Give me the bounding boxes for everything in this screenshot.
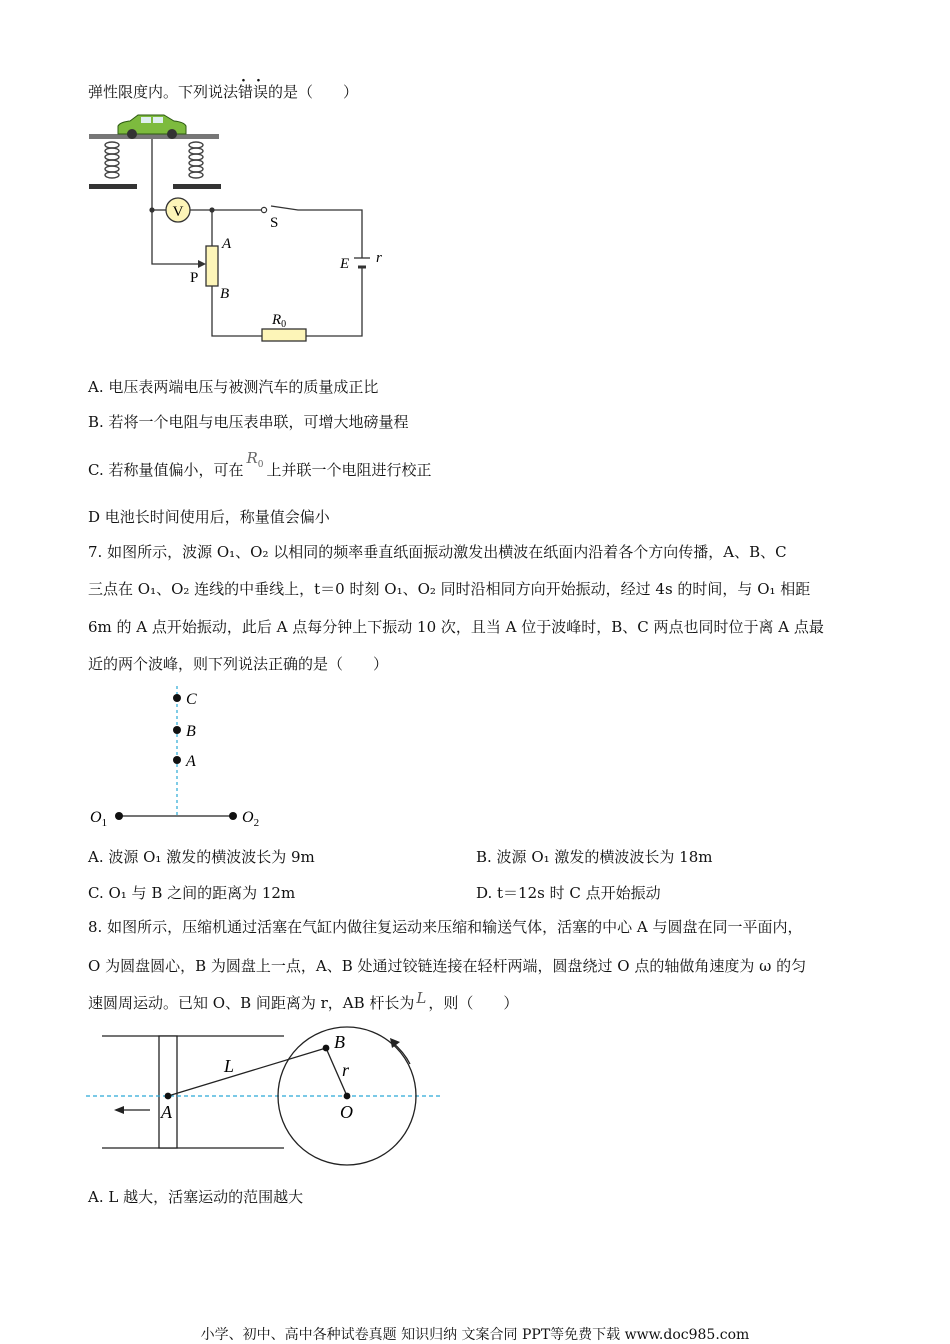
- end-b-label: B: [220, 286, 230, 302]
- q8-stem-line-3: 速圆周运动。已知 O、B 间距离为 r，AB 杆长为 L ，则（ ）: [88, 989, 519, 1012]
- left-arrow-icon: [114, 1106, 150, 1114]
- piston: [159, 1036, 177, 1148]
- switch-label: S: [270, 215, 279, 231]
- q7-option-c: C. O₁ 与 B 之间的距离为 12m: [88, 884, 296, 902]
- left-spring: [105, 142, 119, 178]
- q7-option-d: D. t＝12s 时 C 点开始振动: [476, 884, 661, 902]
- point-a: [173, 756, 181, 764]
- hinge-b: [323, 1045, 330, 1052]
- slider-label: P: [190, 270, 199, 286]
- label-o1: $O_1$: [90, 809, 108, 829]
- q8-stem-line-2: O 为圆盘圆心，B 为圆盘上一点，A、B 处通过铰链连接在轻杆两端，圆盘绕过 O 点的轴做角速度为 ω 的匀: [88, 957, 807, 975]
- q7-option-b: B. 波源 O₁ 激发的横波波长为 18m: [476, 848, 713, 866]
- center-o: [344, 1093, 351, 1100]
- emf-label: E: [340, 256, 350, 272]
- rheostat: [206, 246, 218, 286]
- q7-stem-line-2: 三点在 O₁、O₂ 连线的中垂线上，t＝0 时刻 O₁、O₂ 同时沿相同方向开始振动，经过 4s 的时间，与 O₁ 相距: [88, 580, 811, 598]
- q8-option-a: A. L 越大，活塞运动的范围越大: [88, 1188, 304, 1206]
- q6-option-a: A. 电压表两端电压与被测汽车的质量成正比: [88, 378, 379, 396]
- point-b: [173, 726, 181, 734]
- hinge-a: [165, 1093, 172, 1100]
- switch: [261, 207, 266, 212]
- end-a-label: A: [222, 236, 232, 252]
- q7-wave-figure: [86, 686, 286, 832]
- q8-compressor-figure: [86, 1024, 446, 1172]
- q6-circuit-figure: [86, 112, 396, 344]
- right-base: [173, 184, 221, 189]
- label-o: O: [340, 1102, 353, 1122]
- label-l: L: [224, 1056, 235, 1076]
- slider-arrow: [198, 260, 206, 268]
- q6-option-d: D 电池长时间使用后，称量值会偏小: [88, 508, 330, 526]
- label-c: C: [186, 691, 197, 708]
- right-spring: [189, 142, 203, 178]
- emphasis-word: 错误: [238, 83, 269, 101]
- label-b: B: [186, 723, 196, 740]
- q7-stem-line-4: 近的两个波峰，则下列说法正确的是（ ）: [88, 655, 389, 673]
- circuit-wires: [152, 139, 362, 336]
- internal-resistance-label: r: [376, 250, 382, 266]
- source-o2: [229, 812, 237, 820]
- page-footer: 小学、初中、高中各种试卷真题 知识归纳 文案合同 PPT等免费下载 www.doc985.com: [200, 1327, 750, 1343]
- l-symbol: L: [416, 989, 427, 1007]
- label-b: B: [334, 1032, 345, 1052]
- resistor-r0: [262, 329, 306, 341]
- q6-option-c: C. 若称量值偏小，可在$R_0$ 上并联一个电阻进行校正: [88, 449, 432, 479]
- q6-stem: 弹性限度内。下列说法错误的是（ ）: [88, 83, 359, 101]
- voltmeter-label: V: [172, 204, 184, 220]
- q7-stem-line-3: 6m 的 A 点开始振动，此后 A 点每分钟上下振动 10 次，且当 A 位于波峰时，B、C 两点也同时位于离 A 点最: [88, 618, 824, 636]
- label-a: A: [186, 753, 196, 770]
- label-r: r: [342, 1060, 350, 1080]
- q6-option-b: B. 若将一个电阻与电压表串联，可增大地磅量程: [88, 413, 409, 431]
- label-o2: $O_2$: [242, 809, 260, 829]
- label-a: A: [161, 1102, 172, 1122]
- rod-ab: [168, 1048, 326, 1096]
- q8-stem-line-1: 8. 如图所示，压缩机通过活塞在气缸内做往复运动来压缩和输送气体，活塞的中心 A 与圆盘在同一平面内，: [88, 918, 803, 936]
- q7-stem-line-1: 7. 如图所示，波源 O₁、O₂ 以相同的频率垂直纸面振动激发出横波在纸面内沿着各个方向传播，A、B、C: [88, 543, 787, 561]
- source-o1: [115, 812, 123, 820]
- scale-platform: [89, 134, 219, 139]
- q7-option-a: A. 波源 O₁ 激发的横波波长为 9m: [88, 848, 315, 866]
- junction-dot: [149, 207, 154, 212]
- resistor-label: $R_0$: [272, 312, 287, 330]
- junction-dot: [209, 207, 214, 212]
- left-base: [89, 184, 137, 189]
- point-c: [173, 694, 181, 702]
- r0-symbol: $R_0$: [246, 449, 264, 470]
